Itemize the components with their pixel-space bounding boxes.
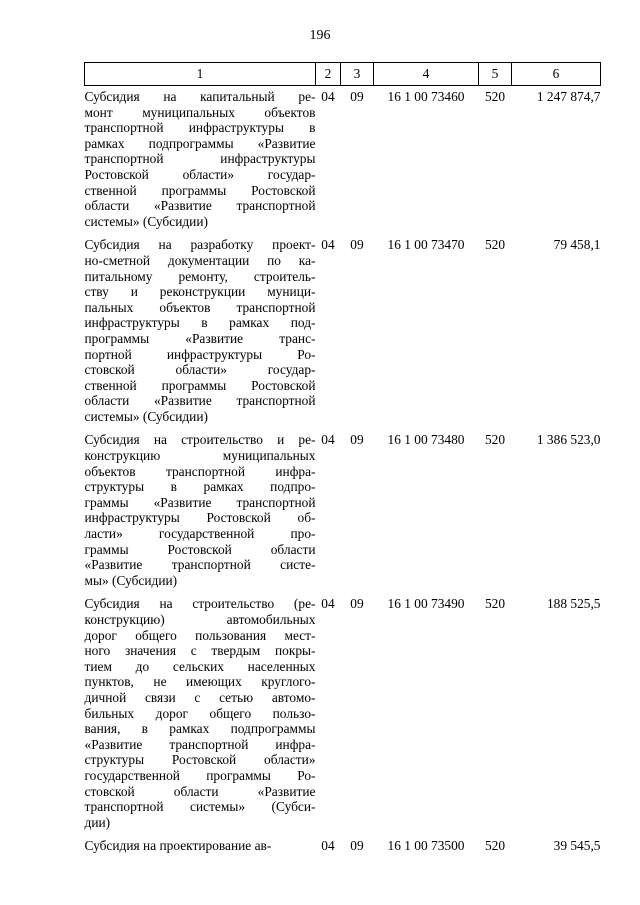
subsection-code: 09 [350,237,364,253]
description-line: пальных объектов транспортной [84,299,316,315]
description-line: инфраструктуры в рамках под- [84,315,316,331]
amount-value: 188 525,5 [546,596,601,612]
expense-type-code: 520 [484,237,506,253]
description-line: пунктов, не имеющих круглого- [84,674,316,690]
subsection-code: 09 [350,432,364,448]
description-line: ласти» государственной про- [84,526,316,542]
description-line: Субсидия на капитальный ре- [84,89,316,104]
description-line: объектов транспортной инфра- [84,463,316,479]
description-line: конструкцию муниципальных [84,448,316,464]
description-line: монт муниципальных объектов [84,104,316,120]
row-description [85,593,316,835]
description-line: области «Развитие транспортной [84,198,316,214]
description-line: конструкцию) автомобильных [84,612,316,627]
column-header: 5 [479,63,512,86]
description-line: Ростовской области» государ- [84,166,316,182]
description-line: Субсидия на разработку проект- [84,237,316,253]
description-line: вания, в рамках подпрограммы [84,721,316,737]
table-row [85,429,601,593]
description-line: портной инфраструктуры Ро- [84,346,316,362]
description-line: бильных дорог общего пользо- [84,705,316,721]
table-row [85,234,601,429]
section-code: 04 [321,237,335,253]
row-description [85,234,316,429]
column-header: 2 [316,63,341,86]
description-line: ственной программы Ростовской [84,182,316,198]
column-header: 3 [341,63,374,86]
description-line: «Развитие транспортной систе- [84,557,316,573]
section-code: 04 [321,838,335,854]
description-line: Субсидия на строительство и ре- [84,432,316,448]
amount-value: 79 458,1 [553,237,601,253]
description-line: питальному ремонту, строитель- [84,268,316,284]
amount-value: 39 545,5 [553,838,601,854]
row-description [85,835,316,859]
subsection-code: 09 [350,89,364,104]
description-line: «Развитие транспортной инфра- [84,736,316,752]
table-row [85,86,601,235]
description-line: граммы Ростовской области [84,541,316,557]
description-line: дичной связи с сетью автомо- [84,689,316,705]
description-line: дии) [84,814,111,830]
subsection-code: 09 [350,596,364,612]
description-line: системы» (Субсидии) [84,213,208,229]
description-line: инфраструктуры Ростовской об- [84,510,316,526]
amount-value: 1 247 874,7 [536,89,601,104]
description-line: транспортной инфраструктуры [84,151,316,167]
expense-type-code: 520 [484,838,506,854]
description-line: стовской области» государ- [84,362,316,378]
description-line: государственной программы Ро- [84,767,316,783]
table-body [85,86,601,859]
expense-type-code: 520 [484,432,506,448]
subsection-code: 09 [350,838,364,854]
target-article-code: 16 1 00 73490 [387,596,465,612]
target-article-code: 16 1 00 73480 [387,432,465,448]
description-line: Субсидия на проектирование ав- [84,838,272,854]
expense-type-code: 520 [484,89,506,104]
row-description [85,86,316,235]
description-line: системы» (Субсидии) [84,408,208,424]
budget-table [84,62,601,859]
description-line: структуры Ростовской области» [84,752,316,768]
description-line: структуры в рамках подпро- [84,479,316,495]
section-code: 04 [321,432,335,448]
description-line: дорог общего пользования мест- [84,627,316,643]
table-row [85,835,601,859]
section-code: 04 [321,596,335,612]
description-line: мы» (Субсидии) [84,572,178,588]
column-header: 6 [512,63,601,86]
header-row [85,63,601,86]
description-line: области «Развитие транспортной [84,393,316,409]
target-article-code: 16 1 00 73500 [387,838,465,854]
page-number: 196 [309,28,331,43]
description-line: транспортной инфраструктуры в [84,120,316,136]
column-header: 4 [374,63,479,86]
section-code: 04 [321,89,335,104]
description-line: стовской области «Развитие [84,783,316,799]
target-article-code: 16 1 00 73460 [387,89,465,104]
description-line: тием до сельских населенных [84,658,316,674]
description-line: транспортной системы» (Субси- [84,799,316,815]
target-article-code: 16 1 00 73470 [387,237,465,253]
description-line: рамках подпрограммы «Развитие [84,135,316,151]
expense-type-code: 520 [484,596,506,612]
description-line: Субсидия на строительство (ре- [84,596,316,612]
description-line: ству и реконструкции муници- [84,284,316,300]
table-row [85,593,601,835]
description-line: программы «Развитие транс- [84,330,316,346]
description-line: но-сметной документации по ка- [84,252,316,268]
column-header: 1 [85,63,316,86]
description-line: граммы «Развитие транспортной [84,494,316,510]
description-line: ного значения с твердым покры- [84,643,316,659]
amount-value: 1 386 523,0 [536,432,601,448]
description-line: ственной программы Ростовской [84,377,316,393]
row-description [85,429,316,593]
